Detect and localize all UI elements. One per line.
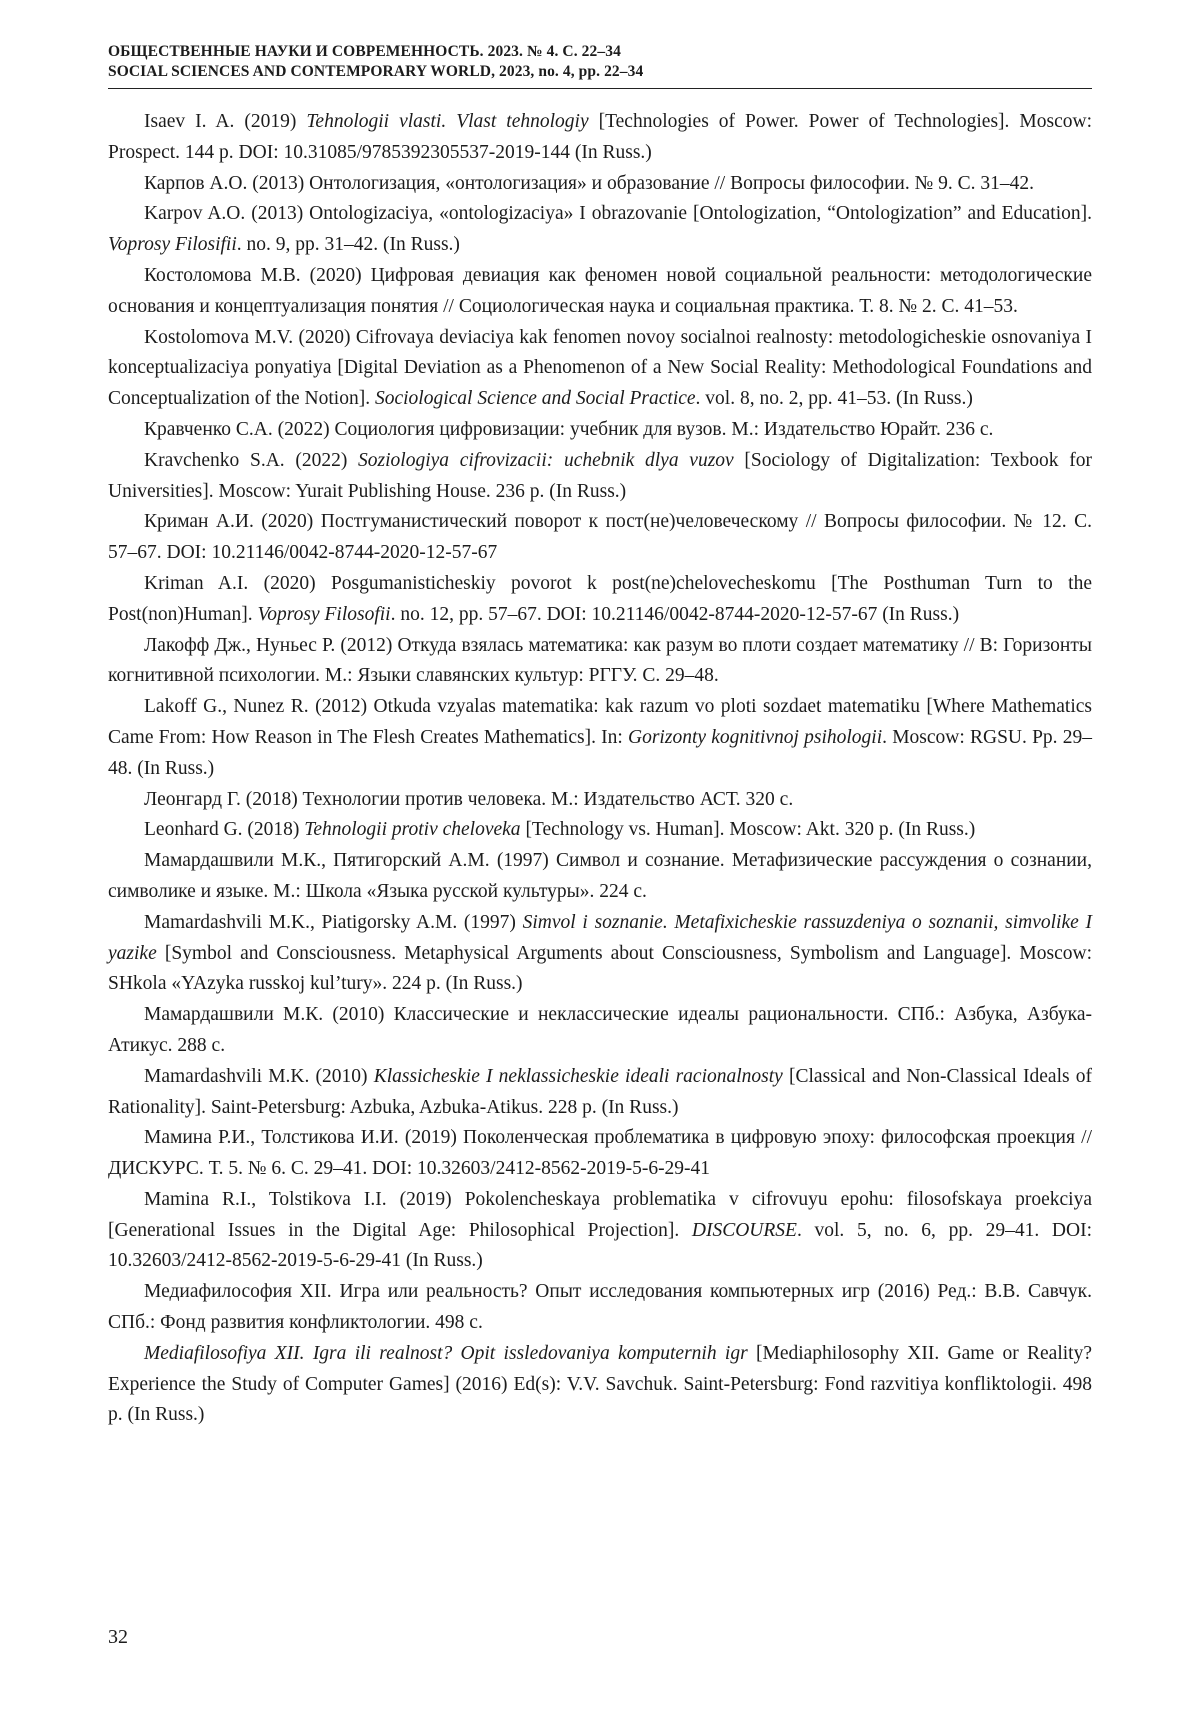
- reference-entry: [108, 1185, 1092, 1277]
- reference-text: Карпов А.О. (2013) Онтологизация, «онтологизация» и образование // Вопросы философии. № 9. С. 31–42.: [144, 172, 1034, 194]
- reference-title-italic: Soziologiya cifrovizacii: uchebnik dlya vuzov: [358, 449, 734, 471]
- reference-title-italic: Mediafilosofiya XII. Igra ili realnost? Opit issledovaniya komputernih igr: [144, 1342, 748, 1364]
- reference-entry: [108, 107, 1092, 169]
- header-rule: [108, 88, 1092, 89]
- reference-title-italic: Voprosy Filosifii: [108, 234, 237, 256]
- reference-title-italic: DISCOURSE: [691, 1219, 797, 1241]
- reference-text: [Symbol and Consciousness. Metaphysical Arguments about Consciousness, Symbolism and Language]. Moscow: SHkola «YAzyka russkoj kul’tury». 224 p. (In Russ.): [108, 942, 1092, 995]
- reference-text: [Technology vs. Human]. Moscow: Akt. 320 p. (In Russ.): [520, 819, 976, 841]
- reference-title-italic: Simvol i soznanie. Metafixicheskie rassuzdeniya o soznanii, simvolike I yazike: [108, 911, 1092, 964]
- reference-text: [Technologies of Power. Power of Technologies]. Moscow: Prospect. 144 p. DOI: 10.31085/9785392305537-2019-144 (In Russ.): [108, 111, 1092, 163]
- reference-text: Криман А.И. (2020) Постгуманистический поворот к пост(не)человеческому // Вопросы философии. № 12. С. 57–67. DOI: 10.21146/0042-8744-2020-12-57-67: [108, 511, 1092, 564]
- reference-entry: [108, 785, 1092, 816]
- reference-text: . vol. 5, no. 6, pp. 29–41. DOI: 10.32603/2412-8562-2019-5-6-29-41 (In Russ.): [108, 1219, 1092, 1272]
- reference-text: Медиафилософия XII. Игра или реальность? Опыт исследования компьютерных игр (2016) Ред.: В.В. Савчук. СПб.: Фонд развития конфликтологии. 498 с.: [108, 1281, 1092, 1334]
- reference-entry: [108, 908, 1092, 1000]
- reference-title-italic: Tehnologii vlasti. Vlast tehnologiy: [306, 111, 589, 132]
- reference-text: . no. 12, pp. 57–67. DOI: 10.21146/0042-8744-2020-12-57-67 (In Russ.): [390, 603, 960, 625]
- reference-text: Костоломова М.В. (2020) Цифровая девиация как феномен новой социальной реальности: методологические основания и концептуализация понятия // Социологическая наука и социальная практика. Т. 8. № 2. С. 41–53.: [108, 264, 1092, 317]
- reference-text: Kravchenko S.A. (2022): [144, 449, 359, 471]
- reference-entry: [108, 1062, 1092, 1124]
- reference-text: . no. 9, pp. 31–42. (In Russ.): [236, 234, 460, 256]
- reference-title-italic: Sociological Science and Social Practice: [374, 388, 696, 410]
- reference-entry: [108, 692, 1092, 784]
- reference-entry: [108, 1123, 1092, 1185]
- reference-entry: [108, 199, 1092, 261]
- reference-text: . vol. 8, no. 2, pp. 41–53. (In Russ.): [695, 388, 973, 410]
- header-line-en: SOCIAL SCIENCES AND CONTEMPORARY WORLD, 2023, no. 4, pp. 22–34: [108, 63, 644, 80]
- reference-text: Kriman A.I. (2020) Posgumanisticheskiy povorot k post(ne)chelovecheskomu [The Posthuman Turn to the Post(non)Human].: [108, 572, 1092, 625]
- reference-text: [Sociology of Digitalization: Texbook for Universities]. Moscow: Yurait Publishing House. 236 p. (In Russ.): [108, 449, 1092, 502]
- reference-entry: [108, 815, 1092, 846]
- reference-text: Лакофф Дж., Нуньес Р. (2012) Откуда взялась математика: как разум во плоти создает математику // В: Горизонты когнитивной психологии. М.: Языки славянских культур: РГГУ. С. 29–48.: [108, 634, 1092, 687]
- reference-text: [Classical and Non-Classical Ideals of Rationality]. Saint-Petersburg: Azbuka, Azbuka-Atikus. 228 p. (In Russ.): [108, 1065, 1092, 1118]
- reference-entry: [108, 569, 1092, 631]
- reference-entry: [108, 261, 1092, 323]
- reference-text: Мамардашвили М.К., Пятигорский А.М. (1997) Символ и сознание. Метафизические рассуждения о сознании, символике и языке. М.: Школа «Языка русской культуры». 224 с.: [108, 850, 1092, 902]
- reference-title-italic: Klassicheskie I neklassicheskie ideali racionalnosty: [373, 1065, 783, 1087]
- reference-text: Леонгард Г. (2018) Технологии против человека. М.: Издательство АСТ. 320 с.: [144, 788, 794, 810]
- reference-text: Mamina R.I., Tolstikova I.I. (2019) Pokolencheskaya problematika v cifrovuyu epohu: filosofskaya proekciya [Generational Issues in the Digital Age: Philosophical Projection].: [108, 1188, 1092, 1241]
- reference-text: Lakoff G., Nunez R. (2012) Otkuda vzyalas matematika: kak razum vo ploti sozdaet matematiku [Where Mathematics Came From: How Reason in The Flesh Creates Mathematics]. In:: [108, 696, 1092, 748]
- reference-entry: [108, 323, 1092, 415]
- reference-entry: [108, 631, 1092, 693]
- reference-entry: [108, 446, 1092, 508]
- reference-text: Кравченко С.А. (2022) Социология цифровизации: учебник для вузов. М.: Издательство Юрайт. 236 с.: [144, 418, 994, 440]
- reference-entry: [108, 1000, 1092, 1062]
- journal-page: [108, 42, 1092, 1431]
- reference-entry: [108, 169, 1092, 200]
- reference-title-italic: Tehnologii protiv cheloveka: [304, 819, 521, 841]
- reference-text: Mamardashvili M.K. (2010): [144, 1065, 374, 1087]
- reference-entry: [108, 1277, 1092, 1339]
- reference-text: [Mediaphilosophy XII. Game or Reality? Experience the Study of Computer Games] (2016) Ed(s): V.V. Savchuk. Saint-Petersburg: Fond razvitiya konfliktologii. 498 p. (In Russ.): [108, 1342, 1092, 1426]
- reference-entry: [108, 846, 1092, 908]
- reference-text: Leonhard G. (2018): [144, 819, 305, 841]
- reference-entry: [108, 1339, 1092, 1431]
- reference-title-italic: Gorizonty kognitivnoj psihologii: [628, 726, 883, 748]
- reference-text: Isaev I. A. (2019): [144, 111, 307, 132]
- page-number: 32: [108, 1626, 128, 1648]
- reference-entry: [108, 415, 1092, 446]
- reference-text: Mamardashvili M.K., Piatigorsky A.M. (1997): [144, 911, 523, 933]
- reference-text: . Moscow: RGSU. Pp. 29–48. (In Russ.): [108, 726, 1092, 779]
- reference-text: Kostolomova M.V. (2020) Cifrovaya deviaciya kak fenomen novoy socialnoi realnosty: metodologicheskie osnovaniya I konceptualizaciya ponyatiya [Digital Deviation as a Phenomenon of a New Social Reality: Methodological Foundations and Conceptualization of the Notion].: [108, 326, 1092, 410]
- reference-text: Karpov A.O. (2013) Ontologizaciya, «ontologizaciya» I obrazovanie [Ontologization, “Ontologization” and Education].: [144, 203, 1092, 225]
- reference-title-italic: Voprosy Filosofii: [257, 603, 391, 625]
- reference-text: Мамина Р.И., Толстикова И.И. (2019) Поколенческая проблематика в цифровую эпоху: философская проекция // ДИСКУРС. Т. 5. № 6. С. 29–41. DOI: 10.32603/2412-8562-2019-5-6-29-41: [108, 1127, 1092, 1180]
- reference-entry: [108, 507, 1092, 569]
- running-header: [108, 42, 1092, 82]
- header-line-ru: ОБЩЕСТВЕННЫЕ НАУКИ И СОВРЕМЕННОСТЬ. 2023. № 4. С. 22–34: [108, 43, 621, 60]
- reference-list: [108, 107, 1092, 1431]
- reference-text: Мамардашвили М.К. (2010) Классические и неклассические идеалы рациональности. СПб.: Азбука, Азбука-Атикус. 288 с.: [108, 1004, 1092, 1056]
